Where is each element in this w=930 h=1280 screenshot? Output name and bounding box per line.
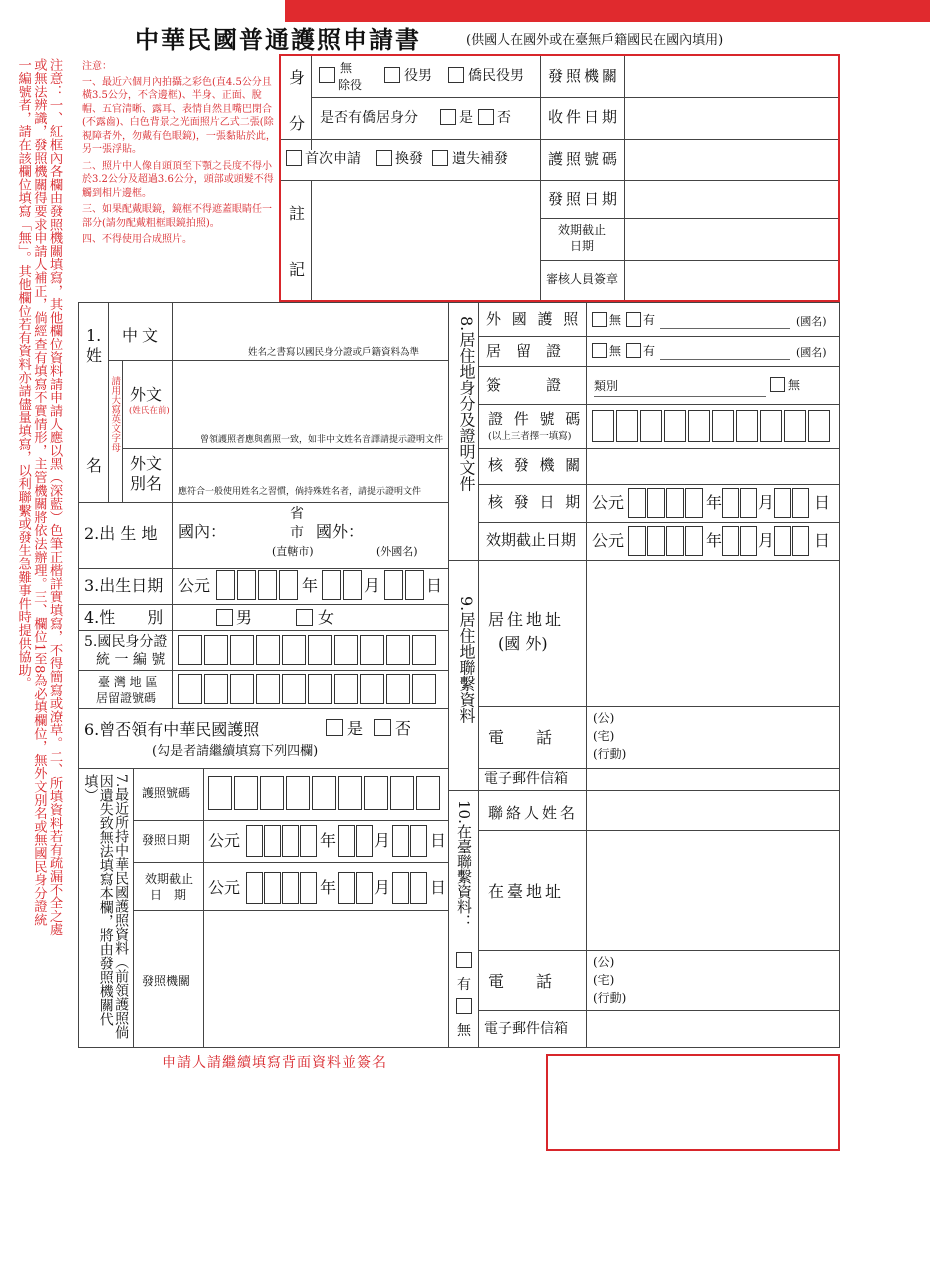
form-title: 中華民國普通護照申請書 (135, 25, 421, 54)
residence-contact-title: 9.居住地聯繫資料 (457, 596, 476, 724)
digit-box[interactable] (722, 526, 739, 556)
digit-box[interactable] (178, 674, 202, 704)
recent-expiry-month: 月 (374, 878, 391, 897)
birthplace-domestic: 國內： (178, 522, 227, 541)
prev-passport-no-checkbox[interactable] (374, 719, 391, 736)
signature-box[interactable] (546, 1054, 840, 1151)
digit-box[interactable] (712, 410, 734, 442)
top-red-band (285, 0, 930, 22)
taiwan-phone-label: 電 話 (488, 972, 553, 991)
digit-box[interactable] (230, 674, 254, 704)
digit-box[interactable] (666, 488, 684, 518)
foreign-passport-country: (國名) (796, 315, 827, 328)
taiwan-contact-have-label: 有 (457, 977, 471, 993)
digit-box[interactable] (774, 488, 791, 518)
photo-notes-header: 注意： (82, 61, 112, 72)
identity-label: 身 (289, 68, 306, 87)
taiwan-address-field[interactable] (588, 832, 838, 948)
caps-hint: 請用大寫英文字母 (109, 376, 121, 452)
foreign-name-label: 外文 (130, 385, 163, 404)
issue-date-label: 發照日期 (548, 190, 621, 208)
form-subtitle: (供國人在國外或在臺無戶籍國民在國內填用) (466, 33, 724, 48)
digit-box[interactable] (282, 635, 306, 665)
recent-issue-era: 公元 (208, 831, 241, 850)
digit-box[interactable] (256, 674, 280, 704)
prev-passport-label: 6.曾否領有中華民國護照 (84, 720, 260, 739)
digit-box[interactable] (364, 776, 388, 810)
doc-number-note: (以上三者擇一填寫) (488, 431, 572, 442)
digit-box[interactable] (178, 635, 202, 665)
digit-box[interactable] (256, 635, 280, 665)
recent-authority-label: 發照機關 (142, 974, 191, 988)
digit-box[interactable] (386, 674, 410, 704)
residence-permit-have-label: 有 (643, 344, 656, 358)
receipt-date-label: 收件日期 (548, 108, 621, 126)
left-notice: 注意：一、紅框內各欄由發照機關填寫，其他欄位資料請申請人應以黑（深藍）色筆正楷詳實填寫，不得簡寫或潦草。二、所填資料若有疏漏不全之處或無法辨識，發照機關得要求申請人補正，倘經查有填寫不實情形，主管機關將依法辦理。三、欄位1至8為必填欄位，無外文別名或無國民身分證統一編號者，請在該欄位填寫「無」。其他欄位若有資料亦請儘量填寫，以利聯繫或發生急難事件時提供協助。 (15, 58, 63, 936)
digit-box[interactable] (234, 776, 258, 810)
digit-box[interactable] (628, 488, 646, 518)
identity-label-2: 分 (289, 114, 306, 133)
national-id-label: 5.國民身分證 (84, 634, 168, 650)
birthplace-city: 市 (290, 525, 304, 541)
digit-box[interactable] (338, 825, 355, 857)
doc-expiry-month: 月 (758, 531, 775, 550)
doc-expiry-day: 日 (814, 531, 831, 550)
overseas-status-question: 是否有僑居身分 (320, 110, 418, 126)
digit-box[interactable] (647, 526, 665, 556)
digit-box[interactable] (204, 674, 228, 704)
chinese-name-label: 中文 (122, 326, 163, 345)
overseas-yes-checkbox[interactable] (440, 109, 456, 125)
digit-box[interactable] (338, 776, 362, 810)
female-label: 女 (318, 608, 335, 627)
name-number: 1. (86, 326, 102, 345)
residence-phone-home: (宅) (593, 729, 615, 743)
digit-box[interactable] (338, 872, 355, 904)
lost-reissue-checkbox[interactable] (432, 150, 448, 166)
residence-docs-title: 8.居住地身分及證明文件 (457, 316, 476, 492)
digit-box[interactable] (410, 872, 427, 904)
digit-box[interactable] (237, 570, 256, 600)
footer-note: 申請人請繼續填寫背面資料並簽名 (162, 1055, 387, 1071)
birthplace-country: (外國名) (376, 545, 418, 558)
digit-box[interactable] (628, 526, 646, 556)
digit-box[interactable] (260, 776, 284, 810)
digit-box[interactable] (740, 488, 757, 518)
birthdate-label: 3.出生日期 (84, 576, 164, 595)
doc-expiry-era: 公元 (592, 531, 625, 550)
digit-box[interactable] (666, 526, 684, 556)
alias-note: 應符合一般使用姓名之習慣，倘持殊姓名者，請提示證明文件 (178, 487, 422, 497)
digit-box[interactable] (664, 410, 686, 442)
digit-box[interactable] (334, 674, 358, 704)
alias-field[interactable] (174, 450, 446, 486)
name-label-surname: 姓 (86, 346, 103, 365)
digit-box[interactable] (616, 410, 638, 442)
digit-box[interactable] (774, 526, 791, 556)
digit-box[interactable] (246, 872, 263, 904)
residence-email-label: 電子郵件信箱 (484, 771, 568, 787)
authority-label: 核 發 機 關 (488, 456, 584, 474)
overseas-serving-label: 僑民役男 (468, 68, 524, 84)
recent-expiry-label-a: 效期截止 (145, 872, 194, 886)
digit-box[interactable] (722, 488, 739, 518)
digit-box[interactable] (308, 635, 332, 665)
female-checkbox[interactable] (296, 609, 313, 626)
foreign-passport-none-label: 無 (609, 313, 622, 327)
digit-box[interactable] (360, 674, 384, 704)
digit-box[interactable] (412, 674, 436, 704)
overseas-yes-label: 是 (459, 110, 473, 126)
expiry-label-a: 效期截止 (558, 223, 607, 237)
prev-passport-no-label: 否 (395, 719, 412, 738)
digit-box[interactable] (647, 488, 665, 518)
residence-address-label: 居住地址 (488, 610, 565, 629)
foreign-passport-have-checkbox[interactable] (626, 312, 641, 327)
birthdate-year: 年 (302, 576, 319, 595)
digit-box[interactable] (204, 635, 228, 665)
digit-box[interactable] (356, 825, 373, 857)
digit-box[interactable] (264, 872, 281, 904)
residence-phone-office: (公) (593, 711, 615, 725)
digit-box[interactable] (312, 776, 336, 810)
birthdate-era: 公元 (178, 576, 211, 595)
digit-box[interactable] (246, 825, 263, 857)
residence-id-label-2: 居留證號碼 (96, 691, 157, 705)
remark-label-2: 記 (289, 260, 306, 279)
recent-authority-field[interactable] (205, 912, 447, 1046)
foreign-passport-have-label: 有 (643, 313, 656, 327)
digit-box[interactable] (592, 410, 614, 442)
office-use-box (279, 54, 840, 302)
first-application-checkbox[interactable] (286, 150, 302, 166)
digit-box[interactable] (258, 570, 277, 600)
doc-issue-year: 年 (706, 493, 723, 512)
recent-expiry-label-b: 日 期 (150, 888, 187, 902)
renewal-label: 換發 (395, 151, 423, 167)
birthplace-province: 省 (290, 506, 304, 522)
name-label-given: 名 (86, 456, 103, 475)
recent-passport-title: 7.最近所持中華民國護照資料（前領護照倘因遺失致無法填寫本欄，將由發照機關代填） (82, 774, 130, 1040)
digit-box[interactable] (792, 526, 809, 556)
recent-expiry-year: 年 (320, 878, 337, 897)
digit-box[interactable] (410, 825, 427, 857)
passport-number-label: 護照號碼 (548, 150, 621, 168)
residence-permit-country: (國名) (796, 346, 827, 359)
alias-label: 外文 (130, 454, 163, 473)
doc-expiry-year: 年 (706, 531, 723, 550)
renewal-checkbox[interactable] (376, 150, 392, 166)
overseas-no-label: 否 (497, 110, 511, 126)
sex-label: 4.性 別 (84, 608, 164, 627)
serving-label: 役男 (404, 68, 432, 84)
digit-box[interactable] (308, 674, 332, 704)
photo-note-3: 三、如果配戴眼鏡，鏡框不得遮蓋眼睛任一部分(請勿配戴粗框眼鏡拍照)。 (82, 204, 272, 229)
digit-box[interactable] (356, 872, 373, 904)
no-military-label-b: 除役 (338, 78, 363, 92)
taiwan-address-label: 在臺地址 (488, 882, 565, 901)
digit-box[interactable] (300, 872, 317, 904)
photo-notes (82, 60, 278, 247)
recent-issue-month: 月 (374, 831, 391, 850)
digit-box[interactable] (792, 488, 809, 518)
residence-id-label: 臺 灣 地 區 (98, 675, 158, 689)
reviewer-label: 審核人員簽章 (546, 272, 619, 286)
residence-phone-mobile: (行動) (593, 747, 627, 761)
residence-permit-label: 居 留 證 (486, 342, 562, 360)
taiwan-email-label: 電子郵件信箱 (484, 1021, 568, 1037)
prev-passport-note: (勾是者請繼續填寫下列四欄) (152, 744, 319, 759)
photo-note-1: 一、最近六個月內拍攝之彩色(直4.5公分且橫3.5公分，不含邊框)、半身、正面、脫帽、五官清晰、露耳、表情自然且嘴巴閉合(不露齒)、白色背景之光面照片乙式二張(除視障者外，勿戴有色眼鏡)，一張黏貼於此，另一張浮貼。 (82, 76, 276, 155)
digit-box[interactable] (784, 410, 806, 442)
recent-expiry-day: 日 (430, 878, 447, 897)
digit-box[interactable] (282, 825, 299, 857)
digit-box[interactable] (412, 635, 436, 665)
digit-box[interactable] (736, 410, 758, 442)
lost-reissue-label: 遺失補發 (452, 151, 508, 167)
doc-issue-day: 日 (814, 493, 831, 512)
visa-none-label: 無 (788, 378, 801, 392)
birthdate-month: 月 (364, 576, 381, 595)
digit-box[interactable] (384, 570, 403, 600)
serving-checkbox[interactable] (384, 67, 400, 83)
digit-box[interactable] (386, 635, 410, 665)
digit-box[interactable] (392, 825, 409, 857)
no-military-label-a: 無 (340, 61, 353, 75)
recent-passport-number-label: 護照號碼 (142, 786, 191, 800)
digit-box[interactable] (216, 570, 235, 600)
digit-box[interactable] (279, 570, 298, 600)
digit-box[interactable] (286, 776, 310, 810)
digit-box[interactable] (640, 410, 662, 442)
taiwan-contact-none-checkbox[interactable] (456, 998, 472, 1014)
foreign-passport-none-checkbox[interactable] (592, 312, 607, 327)
overseas-no-checkbox[interactable] (478, 109, 494, 125)
contact-name-label: 聯絡人姓名 (488, 804, 579, 822)
contact-name-field[interactable] (588, 792, 838, 828)
doc-expiry-label: 效期截止日期 (486, 531, 577, 549)
residence-email-field[interactable] (588, 770, 838, 788)
taiwan-contact-title: 10.在臺聯繫資料： (455, 800, 473, 929)
issuing-authority-label: 發照機關 (548, 67, 621, 85)
expiry-label-b: 日期 (570, 239, 595, 253)
digit-box[interactable] (392, 872, 409, 904)
digit-box[interactable] (208, 776, 232, 810)
birthplace-municipality: (直轄市) (272, 545, 314, 558)
male-checkbox[interactable] (216, 609, 233, 626)
digit-box[interactable] (322, 570, 341, 600)
digit-box[interactable] (808, 410, 830, 442)
remark-label: 註 (289, 204, 306, 223)
chinese-name-field[interactable] (174, 304, 446, 344)
national-id-label-2: 統 一 編 號 (96, 652, 166, 668)
taiwan-contact-none-label: 無 (457, 1023, 471, 1039)
digit-box[interactable] (740, 526, 757, 556)
digit-box[interactable] (282, 674, 306, 704)
digit-box[interactable] (390, 776, 414, 810)
male-label: 男 (236, 608, 253, 627)
foreign-passport-label: 外 國 護 照 (486, 310, 582, 328)
digit-box[interactable] (760, 410, 782, 442)
taiwan-phone-home: (宅) (593, 973, 615, 987)
doc-issue-month: 月 (758, 493, 775, 512)
foreign-name-field[interactable] (174, 362, 446, 432)
prev-passport-yes-label: 是 (347, 719, 364, 738)
digit-box[interactable] (282, 872, 299, 904)
prev-passport-yes-checkbox[interactable] (326, 719, 343, 736)
recent-issue-day: 日 (430, 831, 447, 850)
no-military-checkbox[interactable] (319, 67, 335, 83)
digit-box[interactable] (685, 526, 703, 556)
digit-box[interactable] (685, 488, 703, 518)
foreign-name-sub: (姓氏在前) (129, 406, 170, 416)
photo-note-2: 二、照片中人像自頭頂至下顎之長度不得小於3.2公分及超過3.6公分，頭部或頭髮不得觸到相片邊框。 (82, 160, 274, 199)
digit-box[interactable] (230, 635, 254, 665)
digit-box[interactable] (264, 825, 281, 857)
recent-issue-date-label: 發照日期 (142, 833, 191, 847)
residence-address-field[interactable] (588, 562, 838, 704)
first-application-label: 首次申請 (305, 151, 361, 167)
doc-issue-era: 公元 (592, 493, 625, 512)
digit-box[interactable] (343, 570, 362, 600)
photo-note-4: 四、不得使用合成照片。 (82, 234, 192, 245)
digit-box[interactable] (300, 825, 317, 857)
digit-box[interactable] (416, 776, 440, 810)
recent-expiry-era: 公元 (208, 878, 241, 897)
chinese-name-note: 姓名之書寫以國民身分證或戶籍資料為準 (248, 347, 420, 358)
residence-permit-none-checkbox[interactable] (592, 343, 607, 358)
residence-permit-have-checkbox[interactable] (626, 343, 641, 358)
taiwan-phone-mobile: (行動) (593, 991, 627, 1005)
taiwan-contact-have-checkbox[interactable] (456, 952, 472, 968)
visa-type-label: 類別 (594, 379, 619, 393)
digit-box[interactable] (405, 570, 424, 600)
digit-box[interactable] (334, 635, 358, 665)
birthplace-foreign: 國外： (316, 522, 365, 541)
recent-issue-year: 年 (320, 831, 337, 850)
residence-permit-none-label: 無 (609, 344, 622, 358)
foreign-name-note: 曾領護照者應與舊照一致，如非中文姓名音譯請提示證明文件 (200, 435, 444, 445)
birthdate-day: 日 (426, 576, 443, 595)
birthplace-label: 2.出 生 地 (84, 524, 158, 543)
overseas-serving-checkbox[interactable] (448, 67, 464, 83)
visa-none-checkbox[interactable] (770, 377, 785, 392)
visa-label: 簽 證 (486, 376, 562, 394)
residence-phone-label: 電 話 (488, 728, 553, 747)
residence-address-label-2: (國 外) (498, 634, 548, 653)
taiwan-email-field[interactable] (588, 1012, 838, 1046)
digit-box[interactable] (360, 635, 384, 665)
digit-box[interactable] (688, 410, 710, 442)
taiwan-phone-office: (公) (593, 955, 615, 969)
alias-label-2: 別名 (130, 474, 163, 493)
doc-number-label: 證 件 號 碼 (488, 410, 584, 428)
doc-issue-date-label: 核 發 日 期 (488, 493, 584, 511)
